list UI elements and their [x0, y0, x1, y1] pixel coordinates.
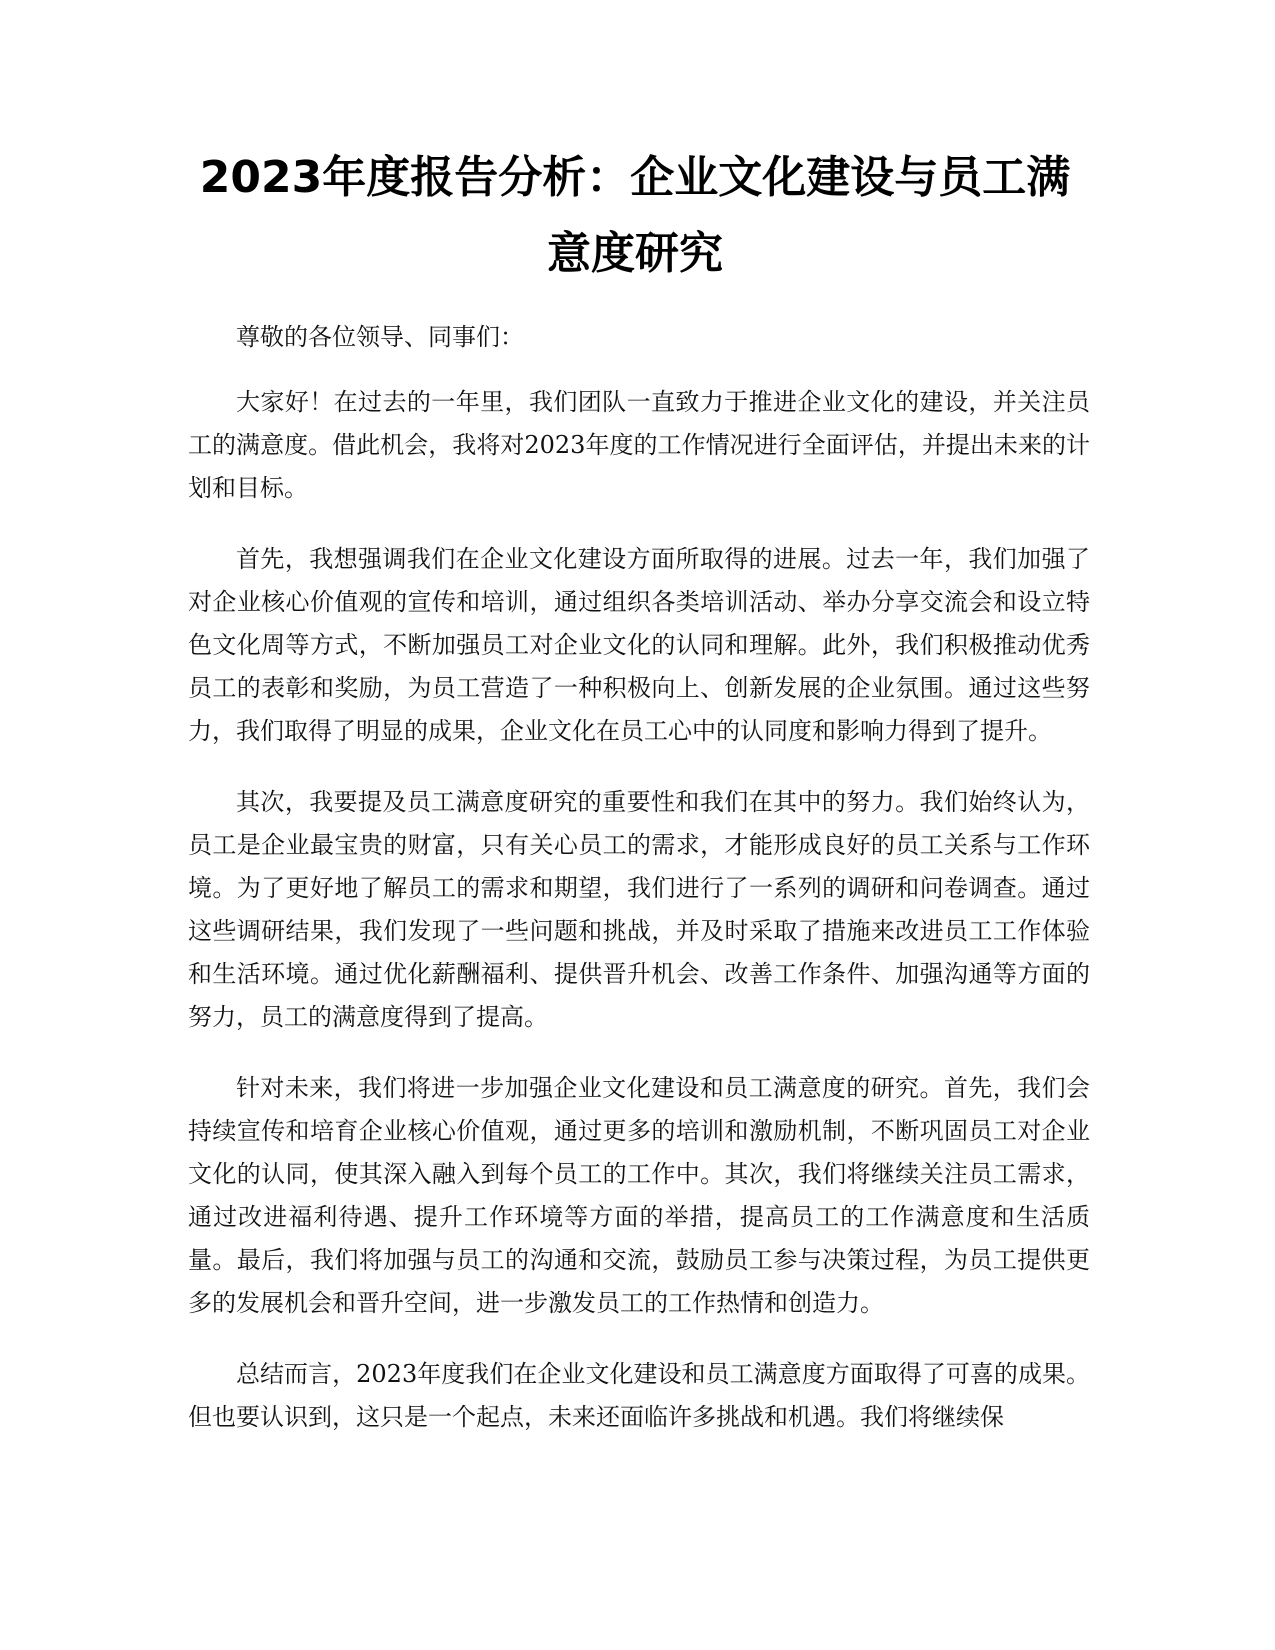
document-title: 2023年度报告分析：企业文化建设与员工满意度研究 [199, 152, 1071, 279]
paragraph-culture-progress: 首先，我想强调我们在企业文化建设方面所取得的进展。过去一年，我们加强了对企业核心价值观的宣传和培训，通过组织各类培训活动、举办分享交流会和设立特色文化周等方式，不断加强员工对企业文化的认同和理解。此外，我们积极推动优秀员工的表彰和奖励，为员工营造了一种积极向上、创新发展的企业氛围。通过这些努力，我们取得了明显的成果，企业文化在员工心中的认同度和影响力得到了提升。 [188, 545, 1090, 745]
paragraph-greeting: 大家好！在过去的一年里，我们团队一直致力于推进企业文化的建设，并关注员工的满意度。借此机会，我将对2023年度的工作情况进行全面评估，并提出未来的计划和目标。 [188, 388, 1090, 502]
paragraph-future-plans: 针对未来，我们将进一步加强企业文化建设和员工满意度的研究。首先，我们会持续宣传和培育企业核心价值观，通过更多的培训和激励机制，不断巩固员工对企业文化的认同，使其深入融入到每个员工的工作中。其次，我们将继续关注员工需求，通过改进福利待遇、提升工作环境等方面的举措，提高员工的工作满意度和生活质量。最后，我们将加强与员工的沟通和交流，鼓励员工参与决策过程，为员工提供更多的发展机会和晋升空间，进一步激发员工的工作热情和创造力。 [188, 1074, 1090, 1317]
paragraph-summary: 总结而言，2023年度我们在企业文化建设和员工满意度方面取得了可喜的成果。但也要认识到，这只是一个起点，未来还面临许多挑战和机遇。我们将继续保 [188, 1360, 1090, 1431]
salutation: 尊敬的各位领导、同事们： [236, 323, 524, 351]
document-body [188, 316, 1090, 1467]
paragraph-satisfaction-research: 其次，我要提及员工满意度研究的重要性和我们在其中的努力。我们始终认为，员工是企业最宝贵的财富，只有关心员工的需求，才能形成良好的员工关系与工作环境。为了更好地了解员工的需求和期望，我们进行了一系列的调研和问卷调查。通过这些调研结果，我们发现了一些问题和挑战，并及时采取了措施来改进员工工作体验和生活环境。通过优化薪酬福利、提供晋升机会、改善工作条件、加强沟通等方面的努力，员工的满意度得到了提高。 [188, 788, 1090, 1031]
